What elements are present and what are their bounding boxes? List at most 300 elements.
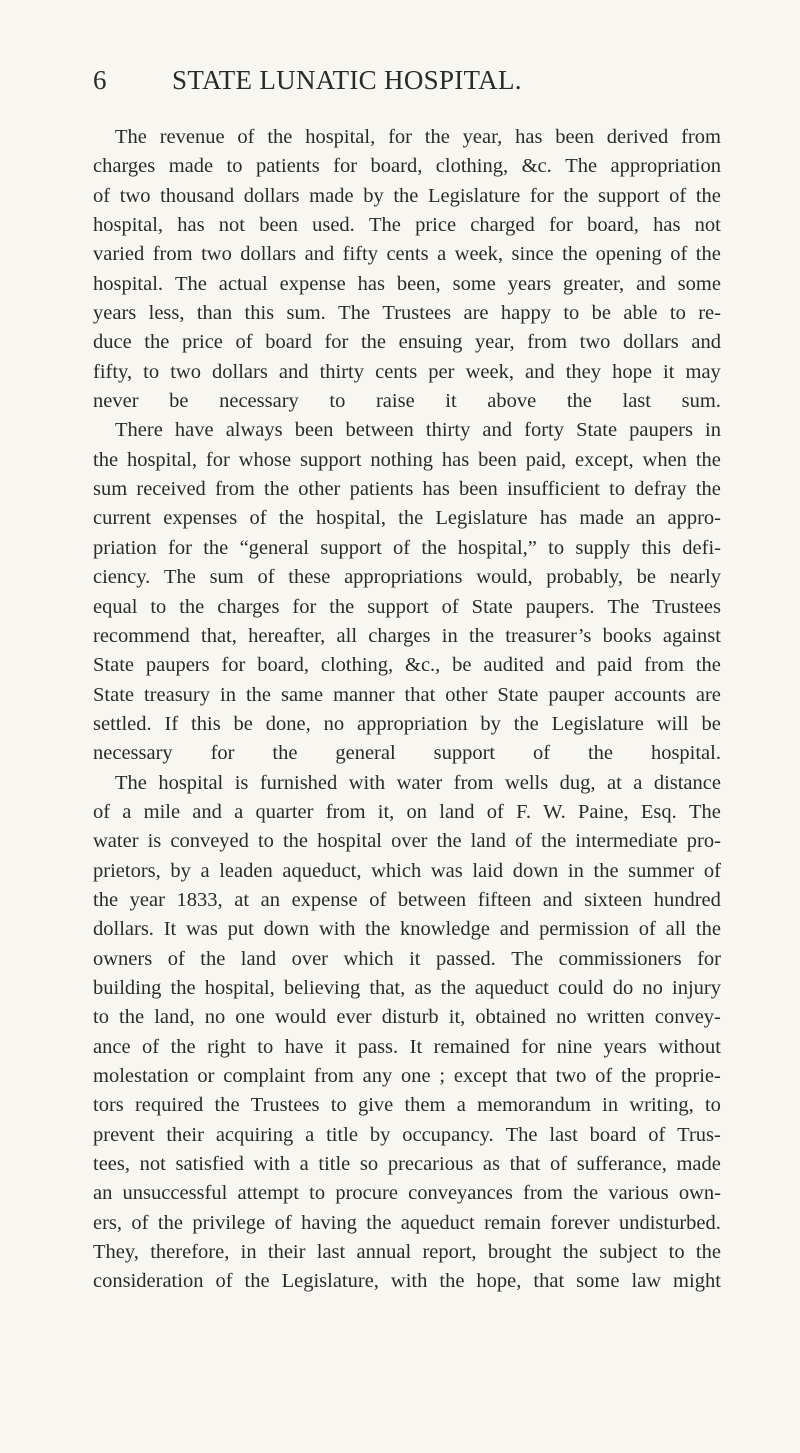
word: of <box>595 1065 613 1087</box>
word: for <box>292 595 317 618</box>
word: thirty <box>425 419 471 442</box>
word: and <box>525 360 555 383</box>
word: between <box>345 419 414 442</box>
word: the <box>695 654 721 677</box>
word: owners <box>93 947 153 970</box>
word: they <box>565 360 602 383</box>
word: than <box>196 302 233 325</box>
text-line <box>93 182 721 211</box>
word: of <box>249 507 267 530</box>
word: in <box>441 624 458 647</box>
text-line <box>93 1267 721 1296</box>
word: the <box>573 1182 599 1205</box>
word: cents <box>386 243 429 266</box>
word: re- <box>698 302 721 325</box>
word: would <box>275 1006 327 1029</box>
word: own- <box>678 1182 721 1205</box>
word: State <box>576 419 618 442</box>
word: an <box>635 507 656 530</box>
text-line <box>93 123 721 152</box>
word: of <box>93 184 111 207</box>
word: years <box>507 272 552 295</box>
word: it <box>445 390 457 413</box>
word: The <box>565 155 598 178</box>
word: patients <box>349 478 414 501</box>
word: when <box>642 448 687 471</box>
word: happy <box>500 302 551 325</box>
word: report, <box>422 1241 477 1264</box>
word: the <box>366 1211 392 1234</box>
word: has <box>422 478 450 501</box>
word: fifty <box>342 243 378 266</box>
word: same <box>280 683 324 706</box>
word: consideration <box>93 1270 204 1293</box>
word: duce <box>93 331 132 354</box>
word: no <box>323 712 345 735</box>
text-line <box>93 534 721 563</box>
word: to <box>609 478 626 501</box>
word: the <box>93 448 119 471</box>
word: State <box>471 595 513 618</box>
word: are <box>463 302 489 325</box>
word: mile <box>143 800 181 823</box>
word: was <box>185 918 218 941</box>
word: patients <box>255 155 320 178</box>
word: that <box>533 1270 565 1293</box>
word: defray <box>634 478 687 501</box>
text-line <box>93 211 721 240</box>
word: of <box>167 947 185 970</box>
word: it, <box>448 1006 466 1029</box>
text-line <box>93 1091 721 1120</box>
word: with <box>390 1270 428 1293</box>
word: to <box>93 1006 109 1029</box>
word: hope, <box>476 1270 522 1293</box>
word: some <box>677 272 721 295</box>
word: the <box>439 1270 465 1293</box>
text-line <box>93 1003 721 1032</box>
word: clothing, <box>320 654 394 677</box>
word: dug, <box>559 771 596 794</box>
word: fifteen <box>477 888 532 911</box>
word: that, <box>369 976 406 999</box>
word: complaint <box>223 1065 306 1087</box>
word: of <box>274 1211 292 1234</box>
word: dollars <box>243 184 300 207</box>
word: the <box>541 830 567 853</box>
word: be <box>636 566 657 589</box>
word: for <box>205 448 230 471</box>
word: Paine, <box>577 800 629 823</box>
word: all <box>336 624 358 647</box>
word: this <box>244 302 275 325</box>
word: privilege <box>192 1211 266 1234</box>
word: the <box>695 918 721 941</box>
word: the <box>587 742 614 765</box>
word: of <box>648 1123 666 1146</box>
word: made <box>676 1153 721 1176</box>
word: made <box>579 507 624 530</box>
word: State <box>497 683 539 706</box>
word: writing, <box>629 1094 694 1117</box>
word: the <box>170 976 196 999</box>
text-line <box>93 563 721 592</box>
word: from <box>644 654 684 677</box>
word: for <box>221 654 246 677</box>
word: dollars <box>622 331 679 354</box>
text-line <box>93 857 721 886</box>
word: to <box>668 1241 685 1264</box>
word: years <box>603 1035 647 1058</box>
word: and <box>278 360 309 383</box>
word: land <box>439 800 475 823</box>
word: commissioners <box>558 947 682 970</box>
word: except, <box>575 448 634 471</box>
word: summer <box>628 859 695 882</box>
word: brought <box>487 1241 552 1264</box>
word: the <box>695 184 721 207</box>
word: priation <box>93 536 157 559</box>
word: and <box>192 800 222 823</box>
word: the <box>562 1241 588 1264</box>
word: board, <box>257 654 310 677</box>
word: satisfied <box>175 1153 244 1176</box>
word: having <box>301 1211 357 1234</box>
word: one <box>235 1006 265 1029</box>
word: aqueduct, <box>282 859 362 882</box>
word: against <box>662 624 721 647</box>
word: it <box>334 1035 347 1058</box>
word: the <box>144 331 170 354</box>
text-line <box>93 416 721 445</box>
word: of <box>515 830 533 853</box>
word: paid <box>597 654 633 677</box>
word: thousand <box>160 184 235 207</box>
word: intermediate <box>575 830 678 853</box>
word: last <box>316 1241 346 1264</box>
word: so <box>359 1153 379 1176</box>
word: the <box>329 595 355 618</box>
text-line <box>93 1150 721 1179</box>
word: forever <box>550 1211 610 1234</box>
word: hospital. <box>650 742 721 765</box>
text-line <box>93 1062 721 1091</box>
word: hospital, <box>93 214 164 237</box>
word: it, <box>377 800 395 823</box>
word: to <box>669 302 686 325</box>
word: a <box>437 243 447 266</box>
word: attempt <box>237 1182 299 1205</box>
word: and <box>482 419 513 442</box>
word: of <box>93 800 111 823</box>
word: the <box>214 1094 240 1117</box>
word: proprie- <box>654 1065 721 1087</box>
word: been <box>459 478 498 501</box>
word: made <box>168 155 214 178</box>
word: to <box>143 360 160 383</box>
text-line <box>93 593 721 622</box>
word: permission <box>539 918 630 941</box>
word: support <box>320 536 382 559</box>
word: wells <box>504 771 549 794</box>
word: There <box>115 419 163 442</box>
word: other <box>298 478 341 501</box>
word: that <box>516 1065 547 1087</box>
word: support <box>367 595 429 618</box>
word: “general <box>239 536 309 559</box>
word: charges <box>93 155 156 178</box>
word: as <box>414 976 432 999</box>
word: 1833, <box>176 888 223 911</box>
word: If <box>164 712 179 735</box>
word: or <box>197 1065 215 1087</box>
word: from <box>214 478 255 501</box>
word: leaden <box>219 859 273 882</box>
word: in <box>602 1094 619 1117</box>
word: and <box>636 272 666 295</box>
word: from <box>681 126 721 148</box>
word: the <box>436 830 462 853</box>
word: by <box>363 184 384 207</box>
word: charged <box>470 214 535 237</box>
word: supply <box>575 536 631 559</box>
paragraph <box>93 416 721 768</box>
word: used. <box>312 214 355 237</box>
word: the <box>245 683 271 706</box>
word: this <box>641 536 671 559</box>
word: land <box>240 947 277 970</box>
word: land, <box>154 1006 195 1029</box>
word: was <box>430 859 463 882</box>
word: The <box>115 126 147 148</box>
word: a <box>234 800 244 823</box>
word: the <box>360 331 387 354</box>
word: quarter <box>255 800 314 823</box>
word: conveyed <box>170 830 249 853</box>
word: sum. <box>681 390 721 413</box>
word: manner <box>333 683 395 706</box>
word: support <box>299 448 362 471</box>
word: two <box>170 360 201 383</box>
word: They, <box>93 1241 139 1264</box>
word: &c., <box>405 654 441 677</box>
word: last <box>622 390 651 413</box>
word: for <box>324 331 349 354</box>
word: Legislature <box>551 712 644 735</box>
word: dollars <box>240 243 297 266</box>
word: Legislature <box>427 184 521 207</box>
word: board <box>265 331 312 354</box>
word: tees, <box>93 1153 130 1176</box>
word: be <box>452 654 472 677</box>
word: treasury <box>143 683 211 706</box>
word: of <box>533 742 551 765</box>
word: has <box>177 214 205 237</box>
word: of <box>131 1211 149 1234</box>
word: the <box>200 947 226 970</box>
word: recommend <box>93 624 190 647</box>
word: could <box>557 976 604 999</box>
word: by <box>170 859 191 882</box>
word: The <box>164 566 196 589</box>
word: of <box>235 331 253 354</box>
word: this <box>191 712 221 735</box>
word: pauper <box>548 683 605 706</box>
text-line <box>93 827 721 856</box>
text-line <box>93 1209 721 1238</box>
word: the <box>157 1211 183 1234</box>
word: for <box>697 947 721 970</box>
word: between <box>397 888 467 911</box>
word: of <box>670 243 688 266</box>
text-line <box>93 1238 721 1267</box>
word: the <box>468 624 495 647</box>
word: for <box>168 536 192 559</box>
word: with <box>253 1153 290 1176</box>
word: hospital, <box>126 448 197 471</box>
word: might <box>673 1270 721 1293</box>
text-line <box>93 915 721 944</box>
word: from <box>523 1182 563 1205</box>
word: greater, <box>562 272 625 295</box>
word: and <box>499 918 530 941</box>
word: injury <box>672 976 721 999</box>
word: year, <box>474 331 515 354</box>
word: the <box>566 390 592 413</box>
word: sufferance, <box>576 1153 667 1176</box>
word: and <box>542 888 573 911</box>
word: paupers. <box>525 595 595 618</box>
word: hospital,” <box>457 536 537 559</box>
word: will <box>656 712 689 735</box>
word: sixteen <box>584 888 643 911</box>
word: Legislature <box>435 507 528 530</box>
word: aqueduct <box>400 1211 475 1234</box>
word: Legislature, <box>281 1270 379 1293</box>
word: been <box>555 126 594 148</box>
word: The <box>115 771 147 794</box>
word: from <box>527 331 568 354</box>
word: convey- <box>654 1006 721 1029</box>
word: to <box>704 1094 721 1117</box>
word: the <box>695 243 721 266</box>
word: precarious <box>387 1153 474 1176</box>
word: settled. <box>93 712 152 735</box>
word: have <box>284 1035 324 1058</box>
word: not <box>218 214 245 237</box>
word: necessary <box>219 390 299 413</box>
word: the <box>365 918 391 941</box>
word: be <box>169 390 189 413</box>
word: written <box>586 1006 645 1029</box>
word: the <box>563 184 589 207</box>
word: been <box>259 214 298 237</box>
word: to <box>257 830 274 853</box>
word: received <box>136 478 206 501</box>
word: of <box>215 1270 233 1293</box>
word: conveyances <box>408 1182 513 1205</box>
word: at <box>607 771 622 794</box>
word: prevent <box>93 1123 155 1146</box>
word: audited <box>483 654 544 677</box>
word: the <box>513 712 539 735</box>
word: give <box>357 1094 394 1117</box>
word: a <box>633 771 643 794</box>
word: years <box>93 302 137 325</box>
text-line <box>93 446 721 475</box>
word: forty <box>524 419 564 442</box>
word: the <box>264 478 290 501</box>
word: F. <box>516 800 531 823</box>
word: the <box>93 888 119 911</box>
word: has <box>653 214 681 237</box>
word: last <box>549 1123 578 1146</box>
word: board, <box>370 155 423 178</box>
word: the <box>398 507 424 530</box>
word: which <box>343 947 394 970</box>
word: a <box>299 1153 309 1176</box>
word: two <box>119 184 151 207</box>
text-line <box>93 710 721 739</box>
word: to <box>548 536 565 559</box>
word: all <box>665 918 687 941</box>
word: price <box>181 331 223 354</box>
text-line <box>93 387 721 416</box>
word: ers, <box>93 1211 123 1234</box>
text-line <box>93 1179 721 1208</box>
word: two <box>201 243 232 266</box>
word: with <box>318 918 356 941</box>
word: that <box>509 1153 541 1176</box>
word: has <box>357 272 385 295</box>
word: prietors, <box>93 859 161 882</box>
word: for <box>333 155 358 178</box>
word: some <box>576 1270 620 1293</box>
word: procure <box>335 1182 398 1205</box>
word: since <box>511 243 554 266</box>
word: from <box>453 771 494 794</box>
word: their <box>267 1241 306 1264</box>
word: hospital, <box>315 507 386 530</box>
text-line <box>93 945 721 974</box>
word: the <box>562 243 588 266</box>
word: to <box>150 595 167 618</box>
word: varied <box>93 243 145 266</box>
word: therefore, <box>150 1241 230 1264</box>
word: the <box>393 184 419 207</box>
word: never <box>93 390 139 413</box>
word: tors <box>93 1094 124 1117</box>
word: appropriations <box>344 566 463 589</box>
word: the <box>278 507 304 530</box>
word: any <box>362 1065 393 1087</box>
word: no <box>642 976 663 999</box>
running-header <box>78 60 718 100</box>
word: as <box>482 1153 500 1176</box>
word: to <box>257 1035 274 1058</box>
word: the <box>695 1241 721 1264</box>
word: The <box>688 800 721 823</box>
text-line <box>93 240 721 269</box>
word: from <box>152 243 193 266</box>
word: the <box>421 536 447 559</box>
word: is <box>147 830 162 853</box>
word: opening <box>595 243 662 266</box>
word: the <box>267 126 293 148</box>
word: on <box>406 800 428 823</box>
word: do <box>612 976 634 999</box>
word: required <box>134 1094 204 1117</box>
